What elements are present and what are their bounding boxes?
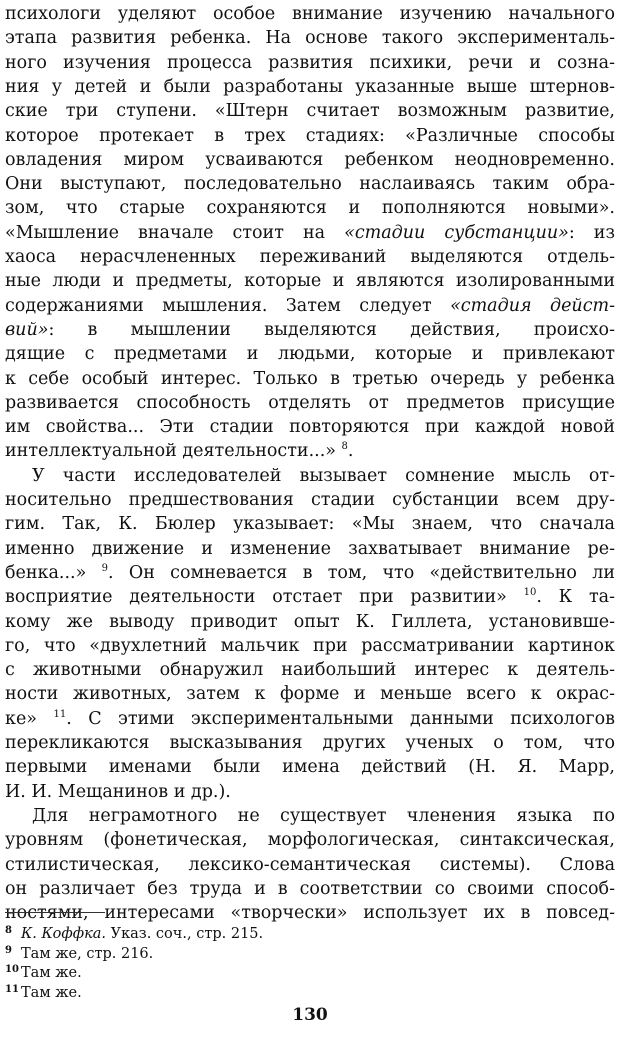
text-line <box>5 634 615 658</box>
text-segment: он различает без труда и в соответствии со своими способ- <box>5 878 615 899</box>
text-segment: им свойства... Эти стадии повторяются при каждой новой <box>5 417 615 438</box>
text-line <box>5 853 615 877</box>
text-segment: . К та- <box>536 587 615 608</box>
text-segment: . <box>347 441 354 462</box>
text-segment: ке» <box>5 708 54 729</box>
text-segment: уровням (фонетическая, морфологическая, синтаксическая, <box>5 830 615 851</box>
text-line <box>5 707 615 731</box>
text-segment: интеллектуальной деятельности...» <box>5 441 342 462</box>
footnote-text: Там же, стр. 216. <box>21 945 154 962</box>
text-segment: ности животных, затем к форме и меньше всего к окрас- <box>5 684 615 705</box>
text-line <box>32 464 615 488</box>
text-segment: содержаниями мышления. Затем следует <box>5 295 451 316</box>
text-line <box>5 221 615 245</box>
text-segment: носительно предшествования стадии субстанции всем дру- <box>5 490 615 510</box>
text-segment: го, что «двухлетний мальчик при рассматривании картинок <box>5 635 615 656</box>
text-segment: зом, что старые сохраняются и пополняются новыми». <box>5 198 615 219</box>
text-line <box>5 245 615 269</box>
text-line <box>5 196 615 220</box>
footnote-item: 11 Там же. <box>5 983 82 1001</box>
text-line <box>5 269 615 293</box>
text-line <box>5 99 615 123</box>
text-segment: кому же выводу приводит опыт К. Гиллета, установивше- <box>5 611 615 632</box>
text-line <box>5 585 615 609</box>
text-segment: этапа развития ребенка. На основе такого эксперименталь- <box>5 28 615 49</box>
text-line <box>5 342 615 366</box>
text-segment: гим. Так, К. Бюлер указывает: «Мы знаем, что сначала <box>5 514 615 535</box>
footnote-ref: 11 <box>53 708 67 720</box>
italic-segment: «стадии субстанции» <box>344 222 569 243</box>
text-segment: : в мышлении выделяются действия, происхо- <box>48 319 615 340</box>
text-segment: к себе особый интерес. Только в третью очередь у ребенка <box>5 368 615 389</box>
footnote-ref: 9 <box>101 562 108 574</box>
text-line <box>5 537 615 561</box>
footnote-ref: 10 <box>523 587 537 599</box>
text-segment: ские три ступени. «Штерн считает возможным развитие, <box>5 101 615 122</box>
text-segment: с животными обнаружил наибольший интерес к деятель- <box>5 660 615 681</box>
text-line <box>5 415 615 439</box>
text-segment: которое протекает в трех стадиях: «Различные способы <box>5 125 615 146</box>
text-segment: первыми именами были имена действий (Н. Я. Марр, <box>5 757 615 778</box>
text-line <box>5 610 615 634</box>
footnote-text: Там же. <box>21 965 82 981</box>
footnote-ref: 8 <box>341 441 348 453</box>
text-segment: Для неграмотного не существует членения языка по <box>32 805 615 826</box>
italic-segment: вий» <box>5 319 49 340</box>
footnote-item: 9 Там же, стр. 216. <box>5 944 154 962</box>
text-segment: дящие с предметами и людьми, которые и привлекают <box>5 344 615 365</box>
text-segment: овладения миром усваиваются ребенком неодновременно. <box>5 149 615 170</box>
text-line <box>5 124 615 148</box>
text-line <box>5 828 615 852</box>
text-segment: И. И. Мещанинов и др.). <box>5 781 231 802</box>
text-segment: Они выступают, последовательно наслаиваясь таким обра- <box>5 174 615 195</box>
text-segment: восприятие деятельности отстает при развитии» <box>5 587 524 608</box>
footnote-author: К. Коффка. <box>21 926 107 942</box>
footnote-text: Там же. <box>21 984 82 1001</box>
text-segment: . Он сомневается в том, что «действительно ли <box>108 562 615 583</box>
text-segment: психологи уделяют особое внимание изучению начального <box>5 4 615 24</box>
text-line <box>5 148 615 172</box>
text-segment: ные люди и предметы, которые и являются изолированными <box>5 271 615 292</box>
page-number: 130 <box>292 1005 328 1025</box>
text-segment: перекликаются высказывания других ученых о том, что <box>5 733 615 753</box>
text-segment: бенка...» <box>5 562 102 583</box>
text-line <box>5 439 615 463</box>
text-line <box>32 804 615 828</box>
footnote-text: Указ. соч., стр. 215. <box>106 926 264 942</box>
text-line <box>5 26 615 50</box>
text-line <box>5 391 615 415</box>
text-line <box>5 367 615 391</box>
text-line <box>5 2 615 26</box>
text-line <box>5 294 615 318</box>
text-line <box>5 561 615 585</box>
text-line <box>5 512 615 536</box>
text-segment: ностями, интересами «творчески» использует их в повсед- <box>5 903 615 924</box>
text-segment: . С этими экспериментальными данными психологов <box>66 708 615 729</box>
text-line <box>5 780 615 804</box>
text-line <box>5 51 615 75</box>
text-line <box>5 658 615 682</box>
italic-segment: «стадия дейст- <box>450 295 615 316</box>
text-line <box>5 75 615 99</box>
text-line <box>5 172 615 196</box>
text-line <box>5 731 615 755</box>
text-line <box>5 488 615 512</box>
text-segment: развивается способность отделять от предметов присущие <box>5 392 615 413</box>
footnote-separator <box>5 912 105 913</box>
text-segment: именно движение и изменение захватывает внимание ре- <box>5 538 615 559</box>
text-line <box>5 682 615 706</box>
text-segment: : из <box>568 222 615 243</box>
text-segment: стилистическая, лексико-семантическая системы). Слова <box>5 854 615 875</box>
text-line <box>5 877 615 901</box>
text-segment: У части исследователей вызывает сомнение мысль от- <box>32 465 615 486</box>
text-line <box>5 901 615 925</box>
text-line <box>5 755 615 779</box>
text-line <box>5 318 615 342</box>
text-segment: хаоса нерасчлененных переживаний выделяются отдель- <box>5 247 615 267</box>
text-segment: ния у детей и были разработаны указанные выше штернов- <box>5 76 615 97</box>
footnote-item: 10 Там же. <box>5 964 82 981</box>
text-segment: «Мышление вначале стоит на <box>5 222 345 243</box>
text-segment: ного изучения процесса развития психики, речи и созна- <box>5 52 615 73</box>
footnote-item: 8 К. Коффка. Указ. соч., стр. 215. <box>5 925 264 942</box>
